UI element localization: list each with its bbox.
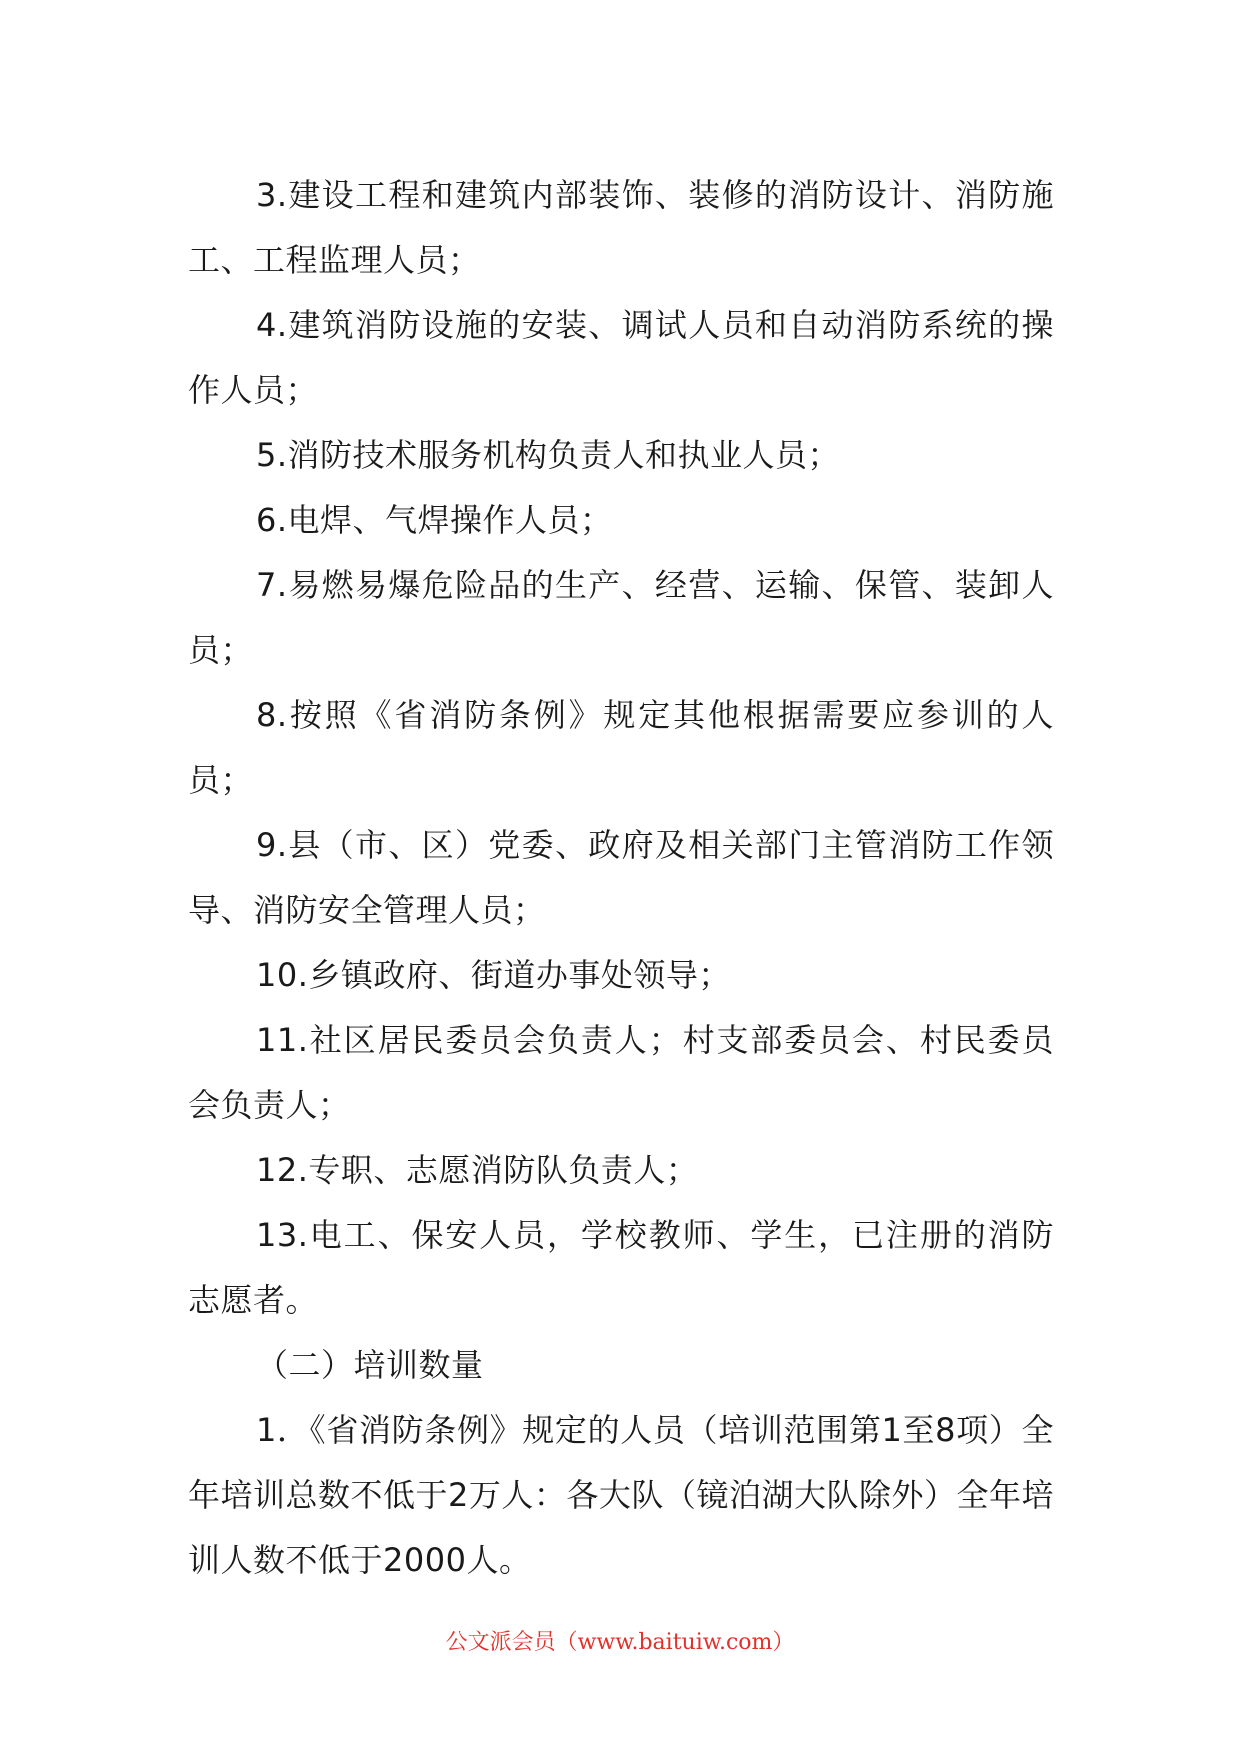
paragraph-item-6: 6.电焊、气焊操作人员； [256, 501, 613, 539]
section-heading-training-quantity: （二）培训数量 [256, 1346, 484, 1384]
paragraph-item-8: 8.按照《省消防条例》规定其他根据需要应参训的人员； [188, 696, 1054, 799]
paragraph-item-3: 3.建设工程和建筑内部装饰、装修的消防设计、消防施工、工程监理人员； [188, 176, 1054, 279]
document-body [188, 163, 1054, 1593]
paragraph-item-4: 4.建筑消防设施的安装、调试人员和自动消防系统的操作人员； [188, 306, 1054, 409]
footer-watermark: 公文派会员（www.baituiw.com） [445, 1630, 795, 1655]
paragraph-item-13: 13.电工、保安人员，学校教师、学生，已注册的消防志愿者。 [188, 1216, 1054, 1319]
paragraph-item-7: 7.易燃易爆危险品的生产、经营、运输、保管、装卸人员； [188, 566, 1054, 669]
paragraph-quantity-1: 1．《省消防条例》规定的人员（培训范围第1至8项）全年培训总数不低于2万人：各大队（镜泊湖大队除外）全年培训人数不低于2000人。 [188, 1411, 1054, 1579]
paragraph-item-9: 9.县（市、区）党委、政府及相关部门主管消防工作领导、消防安全管理人员； [188, 826, 1054, 929]
paragraph-item-12: 12.专职、志愿消防队负责人； [256, 1151, 699, 1189]
paragraph-item-10: 10.乡镇政府、街道办事处领导； [256, 956, 731, 994]
paragraph-item-11: 11.社区居民委员会负责人；村支部委员会、村民委员会负责人； [188, 1021, 1054, 1124]
paragraph-item-5: 5.消防技术服务机构负责人和执业人员； [256, 436, 841, 474]
